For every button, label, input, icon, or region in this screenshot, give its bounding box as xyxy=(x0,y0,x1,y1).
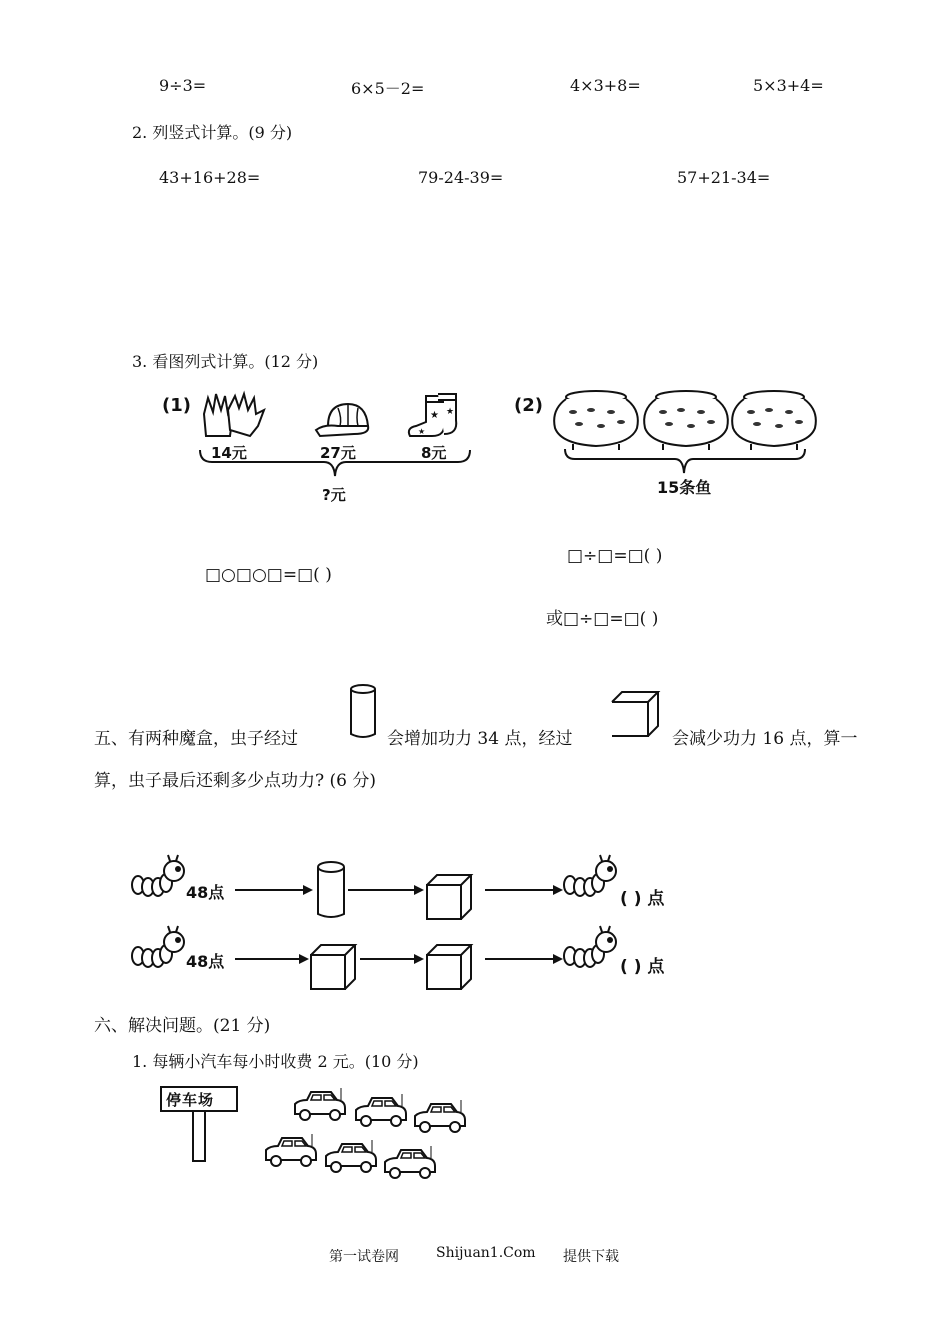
gloves-icon xyxy=(200,390,272,442)
car-icon xyxy=(411,1100,469,1136)
socks-icon xyxy=(404,392,466,442)
fish-bowl-icon xyxy=(641,388,731,452)
row2-arrow-1 xyxy=(235,953,309,965)
row1-arrow-1 xyxy=(235,884,313,896)
q5-text-b: 会增加功力 34 点，经过 xyxy=(387,729,573,749)
q5-text-d: 算，虫子最后还剩多少点功力? (6 分) xyxy=(94,771,377,791)
row2-arrow-3 xyxy=(485,953,563,965)
q2-expr-2: 79-24-39= xyxy=(418,168,504,187)
parking-sign-label: 停车场 xyxy=(166,1091,215,1109)
q6-title: 六、解决问题。(21 分) xyxy=(94,1016,271,1036)
parking-sign-post xyxy=(192,1112,206,1162)
q3-formula-2b: 或□÷□=□( ) xyxy=(546,609,659,629)
footer-left: 第一试卷网 xyxy=(329,1249,399,1265)
q3-price-socks: 8元 xyxy=(421,444,447,462)
car-icon xyxy=(381,1146,439,1182)
top-expr-4: 5×3+4= xyxy=(753,76,824,95)
svg-text:★: ★ xyxy=(446,407,455,417)
footer-right: 提供下载 xyxy=(563,1249,619,1265)
svg-text:★: ★ xyxy=(430,410,439,421)
q5-text-c: 会减少功力 16 点，算一 xyxy=(672,729,858,749)
car-icon xyxy=(352,1094,410,1130)
top-expr-3: 4×3+8= xyxy=(570,76,641,95)
q5-text-a: 五、有两种魔盒，虫子经过 xyxy=(94,729,298,749)
q3-part1-label: (1) xyxy=(162,395,191,416)
q2-expr-1: 43+16+28= xyxy=(159,168,261,187)
row2-arrow-2 xyxy=(360,953,424,965)
part1-brace xyxy=(198,448,472,482)
q3-price-cap: 27元 xyxy=(320,444,356,462)
q3-part2-label: (2) xyxy=(514,395,543,416)
q5-row1-start: 48点 xyxy=(186,883,225,902)
car-icon xyxy=(322,1140,380,1176)
cylinder-box-icon xyxy=(347,682,379,744)
top-expr-1: 9÷3= xyxy=(159,76,207,95)
q3-price-gloves: 14元 xyxy=(211,444,247,462)
svg-text:★: ★ xyxy=(418,427,426,436)
caterpillar-icon xyxy=(130,855,186,901)
q6-item1: 1. 每辆小汽车每小时收费 2 元。(10 分) xyxy=(132,1052,419,1071)
caterpillar-icon xyxy=(130,926,186,972)
cylinder-box-icon xyxy=(314,860,348,922)
cube-box-icon xyxy=(425,943,473,991)
car-icon xyxy=(291,1088,349,1124)
q3-total-unknown: ?元 xyxy=(322,486,346,504)
cap-icon xyxy=(314,400,374,440)
q3-formula-1: □○□○□=□( ) xyxy=(205,565,332,585)
fish-bowl-icon xyxy=(551,388,641,452)
row1-arrow-3 xyxy=(485,884,563,896)
cube-box-icon xyxy=(425,873,473,921)
q5-row2-answer: ( ) 点 xyxy=(620,957,665,977)
q2-title: 2. 列竖式计算。(9 分) xyxy=(132,123,293,142)
footer-site: Shijuan1.Com xyxy=(436,1245,536,1261)
row1-arrow-2 xyxy=(348,884,424,896)
caterpillar-icon xyxy=(562,855,618,901)
caterpillar-icon xyxy=(562,926,618,972)
car-icon xyxy=(262,1134,320,1170)
q3-fish-total: 15条鱼 xyxy=(657,478,712,497)
q3-title: 3. 看图列式计算。(12 分) xyxy=(132,352,319,371)
q5-row1-answer: ( ) 点 xyxy=(620,889,665,909)
cube-box-icon xyxy=(309,943,357,991)
q5-row2-start: 48点 xyxy=(186,952,225,971)
q2-expr-3: 57+21-34= xyxy=(677,168,771,187)
q3-formula-2a: □÷□=□( ) xyxy=(567,546,663,566)
top-expr-2: 6×5－2= xyxy=(351,79,425,98)
cube-box-icon xyxy=(608,690,662,740)
fish-bowl-icon xyxy=(729,388,819,452)
part2-brace xyxy=(563,447,807,477)
